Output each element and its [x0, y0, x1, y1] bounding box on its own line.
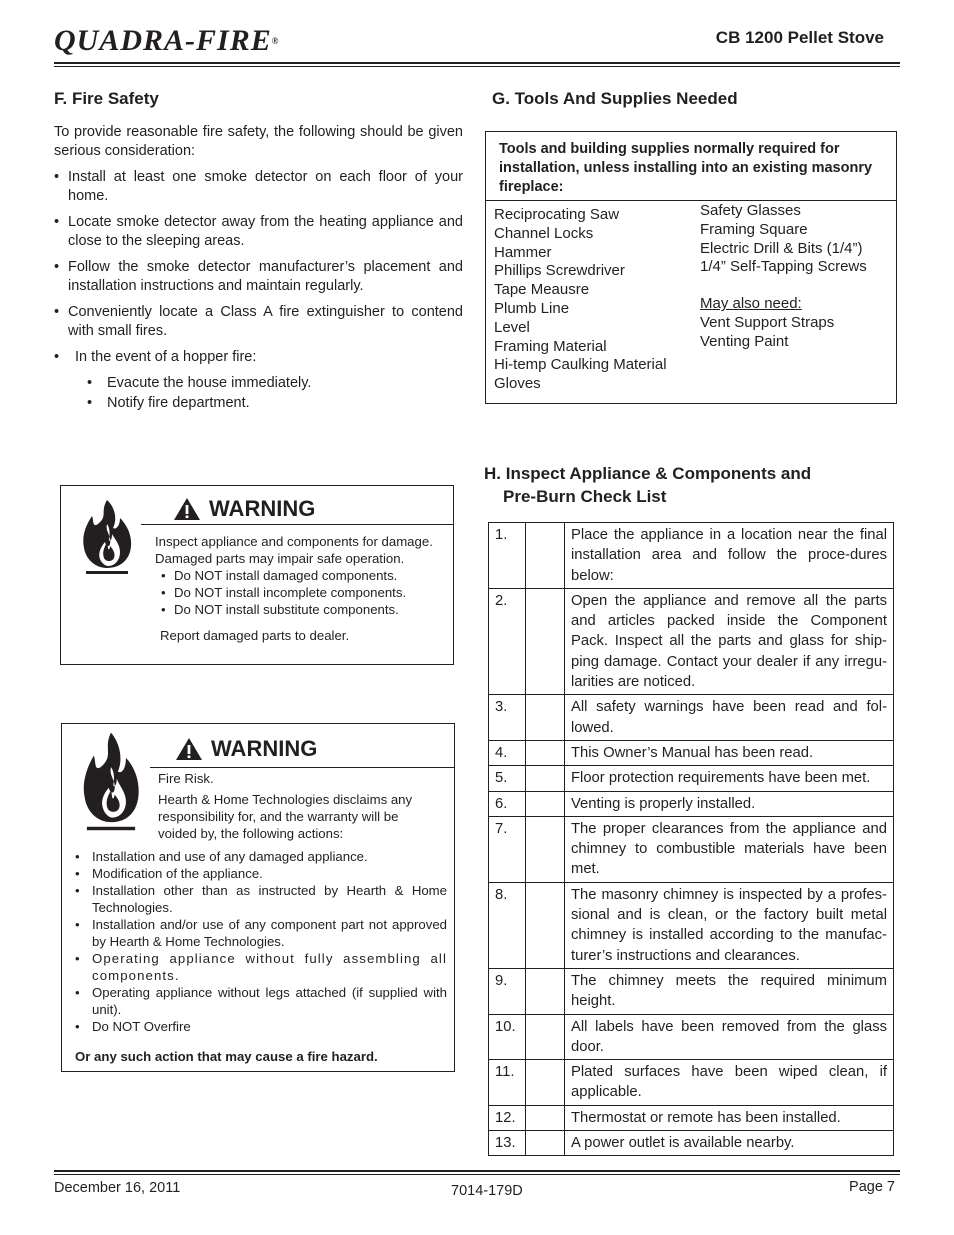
list-item: • Do NOT install substitute components.	[161, 601, 435, 618]
row-number: 1.	[489, 523, 526, 589]
row-text: The proper clearances from the appliance and chimney to combustible materials have been met.	[565, 816, 894, 882]
fire-safety-heading: F. Fire Safety	[54, 89, 159, 108]
table-row	[489, 882, 894, 968]
table-row	[489, 766, 894, 791]
row-number: 3.	[489, 695, 526, 741]
warning-title	[175, 736, 317, 762]
check-cell[interactable]	[526, 882, 565, 968]
table-row	[489, 588, 894, 694]
check-cell[interactable]	[526, 1105, 565, 1130]
check-cell[interactable]	[526, 1014, 565, 1060]
row-text: Venting is properly installed.	[565, 791, 894, 816]
row-number: 11.	[489, 1060, 526, 1106]
list-item: • Evacute the house immediately.	[87, 374, 463, 393]
row-text: A power outlet is available nearby.	[565, 1131, 894, 1156]
footer-date: December 16, 2011	[54, 1180, 181, 1196]
tools-box-heading: Tools and building supplies normally required for installation, unless installing into an existing masonry fireplace:	[499, 141, 873, 195]
warning-body	[155, 533, 435, 644]
flame-icon	[80, 730, 142, 839]
tool-item: Safety Glasses	[700, 202, 801, 219]
list-item: • Locate smoke detector away from the heating appliance and close to the sleeping areas.	[54, 213, 463, 251]
footer-rule	[54, 1170, 900, 1172]
footer-rule-thin	[54, 1174, 900, 1175]
divider	[486, 200, 896, 201]
tools-right-column	[700, 202, 867, 352]
warning-text: Inspect appliance and components for damage. Damaged parts may impair safe operation.	[155, 534, 433, 566]
check-cell[interactable]	[526, 588, 565, 694]
list-item: • Install at least one smoke detector on each floor of your home.	[54, 168, 463, 206]
list-item: • Do NOT install incomplete components.	[161, 584, 435, 601]
row-text: The masonry chimney is inspected by a profes-sional and is clean, or the factory built metal chimney is installed according to the manufac-turer’s instructions and clearances.	[565, 882, 894, 968]
list-item: • Operating appliance without legs attached (if supplied with unit).	[75, 984, 447, 1018]
tool-item: Reciprocating Saw	[494, 206, 620, 223]
row-text: Place the appliance in a location near the final installation area and follow the proce-dures below:	[565, 523, 894, 589]
warning-box-fire-risk	[61, 723, 455, 1072]
table-row	[489, 1105, 894, 1130]
table-row	[489, 791, 894, 816]
list-item: • Follow the smoke detector manufacturer’s placement and installation instructions and maintain regularly.	[54, 258, 463, 296]
checklist-table	[488, 522, 894, 1156]
hopper-fire-sublist	[87, 374, 463, 413]
inspect-heading-line1: H. Inspect Appliance & Components and	[484, 464, 812, 483]
tool-item: Tape Meausre	[494, 281, 590, 299]
row-number: 12.	[489, 1105, 526, 1130]
tool-item: Electric Drill & Bits (1/4”)	[700, 239, 863, 257]
header-rule	[54, 62, 900, 64]
list-item: • Modification of the appliance.	[75, 865, 447, 882]
check-cell[interactable]	[526, 766, 565, 791]
list-item: • Do NOT install damaged components.	[161, 567, 435, 584]
inspect-heading-line2: Pre-Burn Check List	[503, 487, 667, 506]
row-number: 13.	[489, 1131, 526, 1156]
tool-item: Channel Locks	[494, 224, 594, 242]
tools-heading: G. Tools And Supplies Needed	[492, 89, 738, 108]
warning-intro	[158, 770, 438, 842]
table-row	[489, 816, 894, 882]
row-number: 2.	[489, 588, 526, 694]
tool-item: Phillips Screwdriver	[494, 262, 625, 280]
fire-safety-section	[54, 123, 463, 413]
table-row	[489, 695, 894, 741]
tools-box	[485, 131, 897, 404]
row-number: 4.	[489, 740, 526, 765]
warning-title-text: WARNING	[209, 496, 316, 521]
registered-mark: ®	[271, 36, 280, 46]
warning-triangle-icon	[175, 737, 203, 761]
list-item: • Operating appliance without fully assembling all components.	[75, 950, 447, 984]
footer-page-number: Page 7	[849, 1179, 895, 1195]
warning-triangle-icon	[173, 497, 201, 521]
fire-safety-list	[54, 168, 463, 367]
table-row	[489, 968, 894, 1014]
warning-title	[173, 496, 315, 522]
list-item: • Do NOT Overfire	[75, 1018, 447, 1035]
tool-item: Framing Square	[700, 220, 808, 238]
check-cell[interactable]	[526, 1131, 565, 1156]
check-cell[interactable]	[526, 740, 565, 765]
tools-left-column	[494, 206, 667, 394]
table-row	[489, 1014, 894, 1060]
row-number: 6.	[489, 791, 526, 816]
warning-footer: Report damaged parts to dealer.	[160, 628, 350, 643]
row-text: All labels have been removed from the glass door.	[565, 1014, 894, 1060]
warning-text: Hearth & Home Technologies disclaims any responsibility for, and the warranty will be voided by, the following actions:	[158, 792, 413, 841]
warning-list	[161, 567, 435, 618]
warning-footer: Or any such action that may cause a fire hazard.	[75, 1049, 378, 1064]
flame-icon	[80, 498, 134, 581]
row-text: Thermostat or remote has been installed.	[565, 1105, 894, 1130]
list-item: • Notify fire department.	[87, 394, 463, 413]
check-cell[interactable]	[526, 968, 565, 1014]
row-text: The chimney meets the required minimum height.	[565, 968, 894, 1014]
warning-list	[75, 848, 447, 1035]
row-number: 5.	[489, 766, 526, 791]
check-cell[interactable]	[526, 523, 565, 589]
tool-item: Gloves	[494, 375, 541, 393]
divider	[141, 524, 453, 525]
table-row	[489, 740, 894, 765]
check-cell[interactable]	[526, 1060, 565, 1106]
table-row	[489, 1060, 894, 1106]
brand-logo	[54, 24, 279, 58]
row-number: 10.	[489, 1014, 526, 1060]
fire-safety-intro: To provide reasonable fire safety, the following should be given serious consideration:	[54, 124, 463, 159]
tool-item: 1/4” Self-Tapping Screws	[700, 258, 867, 276]
tool-item: Venting Paint	[700, 332, 789, 350]
row-number: 9.	[489, 968, 526, 1014]
list-item: • Installation and use of any damaged appliance.	[75, 848, 447, 865]
row-text: This Owner’s Manual has been read.	[565, 740, 894, 765]
inspect-heading	[484, 462, 811, 508]
tool-item: Plumb Line	[494, 299, 570, 317]
divider	[150, 767, 454, 768]
row-text: All safety warnings have been read and fol-lowed.	[565, 695, 894, 741]
may-also-need-label: May also need:	[700, 295, 802, 313]
document-title: CB 1200 Pellet Stove	[715, 28, 884, 47]
footer-doc-number: 7014-179D	[451, 1183, 523, 1199]
row-number: 7.	[489, 816, 526, 882]
table-row	[489, 523, 894, 589]
row-number: 8.	[489, 882, 526, 968]
check-cell[interactable]	[526, 791, 565, 816]
check-cell[interactable]	[526, 695, 565, 741]
tool-item: Hammer	[494, 243, 552, 261]
list-item: • Installation and/or use of any component part not approved by Hearth & Home Technologies.	[75, 916, 447, 950]
header-rule-thin	[54, 66, 900, 67]
tool-item: Level	[494, 318, 530, 336]
list-item: • Conveniently locate a Class A fire extinguisher to contend with small fires.	[54, 303, 463, 341]
list-item	[54, 348, 463, 367]
tool-item: Framing Material	[494, 337, 607, 355]
row-text: Floor protection requirements have been met.	[565, 766, 894, 791]
check-cell[interactable]	[526, 816, 565, 882]
warning-box-damage	[60, 485, 454, 665]
warning-title-text: WARNING	[211, 736, 318, 761]
logo-text: QUADRA-FIRE	[54, 24, 272, 57]
row-text: Open the appliance and remove all the parts and articles packed inside the Component Pack. Inspect all the parts and glass for ship-ping damage. Contact your dealer if any irregu-larities are noticed.	[565, 588, 894, 694]
row-text: Plated surfaces have been wiped clean, if applicable.	[565, 1060, 894, 1106]
hopper-fire-item: In the event of a hopper fire:	[75, 349, 257, 365]
fire-risk-label: Fire Risk.	[158, 771, 214, 786]
tool-item: Hi-temp Caulking Material	[494, 356, 667, 374]
tool-item: Vent Support Straps	[700, 313, 835, 331]
table-row	[489, 1131, 894, 1156]
list-item: • Installation other than as instructed by Hearth & Home Technologies.	[75, 882, 447, 916]
